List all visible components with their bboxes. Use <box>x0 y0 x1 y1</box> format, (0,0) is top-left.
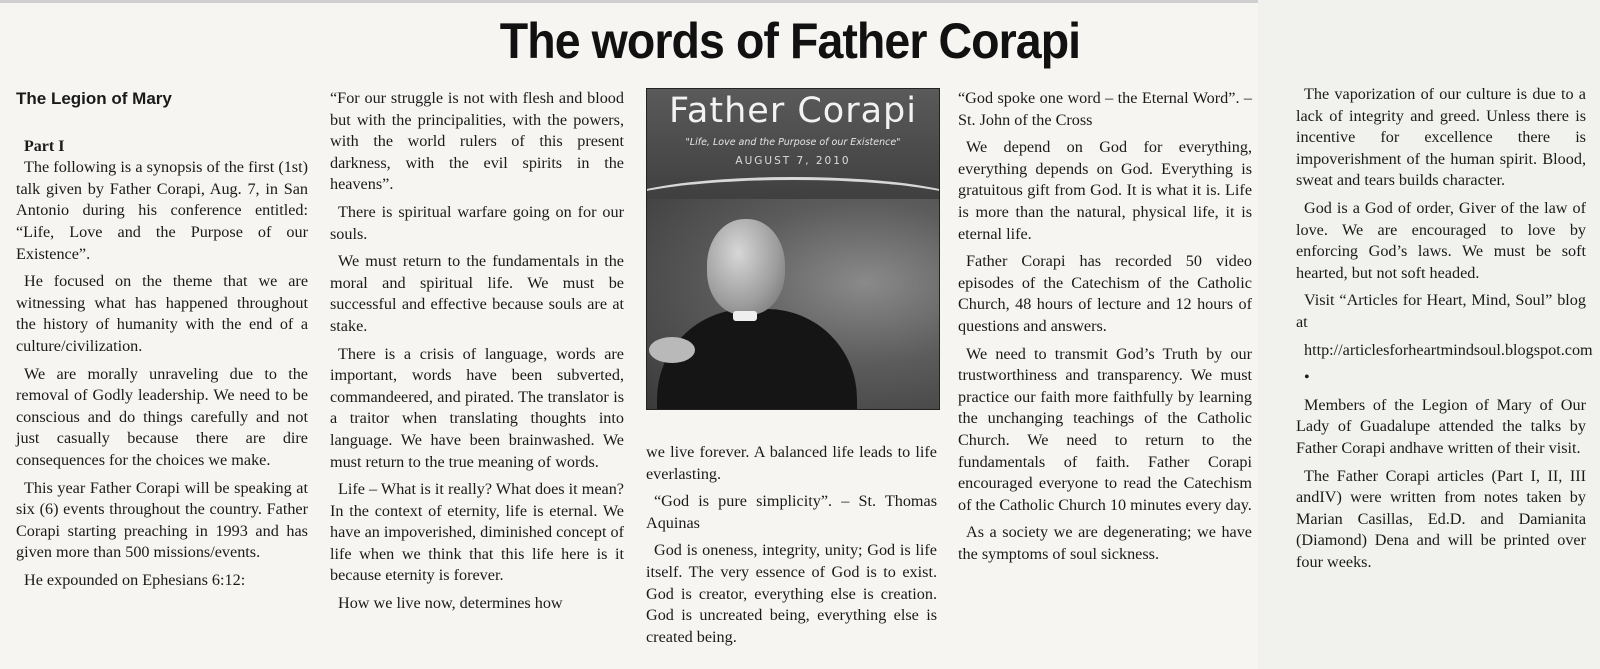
paragraph: This year Father Corapi will be speaking at six (6) events throughout the country. Father Corapi starting preaching in 1993 and has given more than 500 missions/events. <box>16 478 308 562</box>
column-1 <box>16 86 308 597</box>
paragraph: The following is a synopsis of the first (1st) talk given by Father Corapi, Aug. 7, in San Antonio during his conference entitled: “Life, Love and the Purpose of our Existence”. <box>16 158 308 263</box>
paragraph: We are morally unraveling due to the removal of Godly leadership. We need to be conscious and do things carefully and not just casually because there are dire consequences for the choices we make. <box>16 364 308 469</box>
paragraph: God is a God of order, Giver of the law of love. We are encouraged to love by enforcing God’s laws. We must be soft hearted, but not soft headed. <box>1296 198 1586 282</box>
column-5 <box>1296 84 1593 579</box>
photo-subtitle: "Life, Love and the Purpose of our Existence" <box>685 137 901 148</box>
paragraph: How we live now, determines how <box>338 594 563 613</box>
blog-url: http://articlesforheartmindsoul.blogspot.com <box>1304 340 1593 359</box>
column-4 <box>958 88 1252 571</box>
paragraph: We need to transmit God’s Truth by our trustworthiness and transparency. We must practice our faith more faithfully by learning the unchanging teachings of the Catholic Church. We need to return to the fundamentals of faith. Father Corapi encouraged everyone to read the Catechism of the Catholic Church 10 minutes every day. <box>958 344 1252 514</box>
paragraph: Visit “Articles for Heart, Mind, Soul” blog at <box>1296 291 1586 331</box>
father-corapi-photo <box>646 88 940 410</box>
paragraph: As a society we are degenerating; we have the symptoms of soul sickness. <box>958 523 1252 563</box>
photo-arc <box>646 177 940 240</box>
column-2 <box>330 88 624 621</box>
paragraph: “For our struggle is not with flesh and blood but with the principalities, with the powers, with the world rulers of this present darkness, with the evil spirits in the heavens”. <box>330 89 624 194</box>
paragraph: Life – What is it really? What does it mean? In the context of eternity, life is eternal. We have an impoverished, diminished concept of life when we think that this life here is it because eternity is forever. <box>330 480 624 585</box>
paragraph: The vaporization of our culture is due to a lack of integrity and greed. Unless there is incentive for excellence there is impoverishment of the human spirit. Blood, sweat and tears builds character. <box>1296 85 1586 190</box>
section-title: The Legion of Mary <box>16 89 172 108</box>
paragraph: “God is pure simplicity”. – St. Thomas Aquinas <box>646 492 937 532</box>
top-rule <box>0 0 1280 3</box>
paragraph: we live forever. A balanced life leads to life everlasting. <box>646 443 937 483</box>
paragraph: We depend on God for everything, everything depends on God. Everything is gratuitous gift from God. It is what it is. Life is more than the natural, physical life, it is eternal life. <box>958 138 1252 243</box>
paragraph: He expounded on Ephesians 6:12: <box>24 570 246 589</box>
paragraph: There is a crisis of language, words are important, words have been subverted, commandeered, and pirated. The translator is a traitor when translating thoughts into language. We have been brainwashed. We must return to the true meaning of words. <box>330 344 624 471</box>
paragraph: Father Corapi has recorded 50 video episodes of the Catechism of the Catholic Church, 48 hours of lecture and 12 hours of questions and answers. <box>958 252 1252 335</box>
paragraph: There is spiritual warfare going on for our souls. <box>330 202 624 243</box>
part-label: Part I <box>24 137 65 155</box>
priest-hand <box>649 337 695 363</box>
paragraph: God is oneness, integrity, unity; God is life itself. The very essence of God is to exist. God is creator, everything else is creation. God is uncreated being, everything else is created being. <box>646 541 937 646</box>
photo-date: AUGUST 7, 2010 <box>735 155 851 167</box>
headline: The words of Father Corapi <box>499 13 1081 69</box>
photo-title: Father Corapi <box>669 91 917 131</box>
paragraph: The Father Corapi articles (Part I, II, III andIV) were written from notes taken by Marian Casillas, Ed.D. and Damianita (Diamond) Dena and will be printed over four weeks. <box>1296 466 1586 571</box>
paragraph: “God spoke one word – the Eternal Word”. – St. John of the Cross <box>958 89 1252 129</box>
paragraph: He focused on the theme that we are witnessing what has happened throughout the history of humanity with the end of a culture/civilization. <box>16 272 308 355</box>
bullet-separator: • <box>1304 368 1310 387</box>
paragraph: We must return to the fundamentals in the moral and spiritual life. We must be successful and effective because souls are at stake. <box>330 252 624 335</box>
priest-head <box>707 219 785 315</box>
clerical-collar <box>733 311 757 321</box>
column-3 <box>646 442 937 654</box>
paragraph: Members of the Legion of Mary of Our Lady of Guadalupe attended the talks by Father Corapi andhave written of their visit. <box>1296 395 1586 457</box>
